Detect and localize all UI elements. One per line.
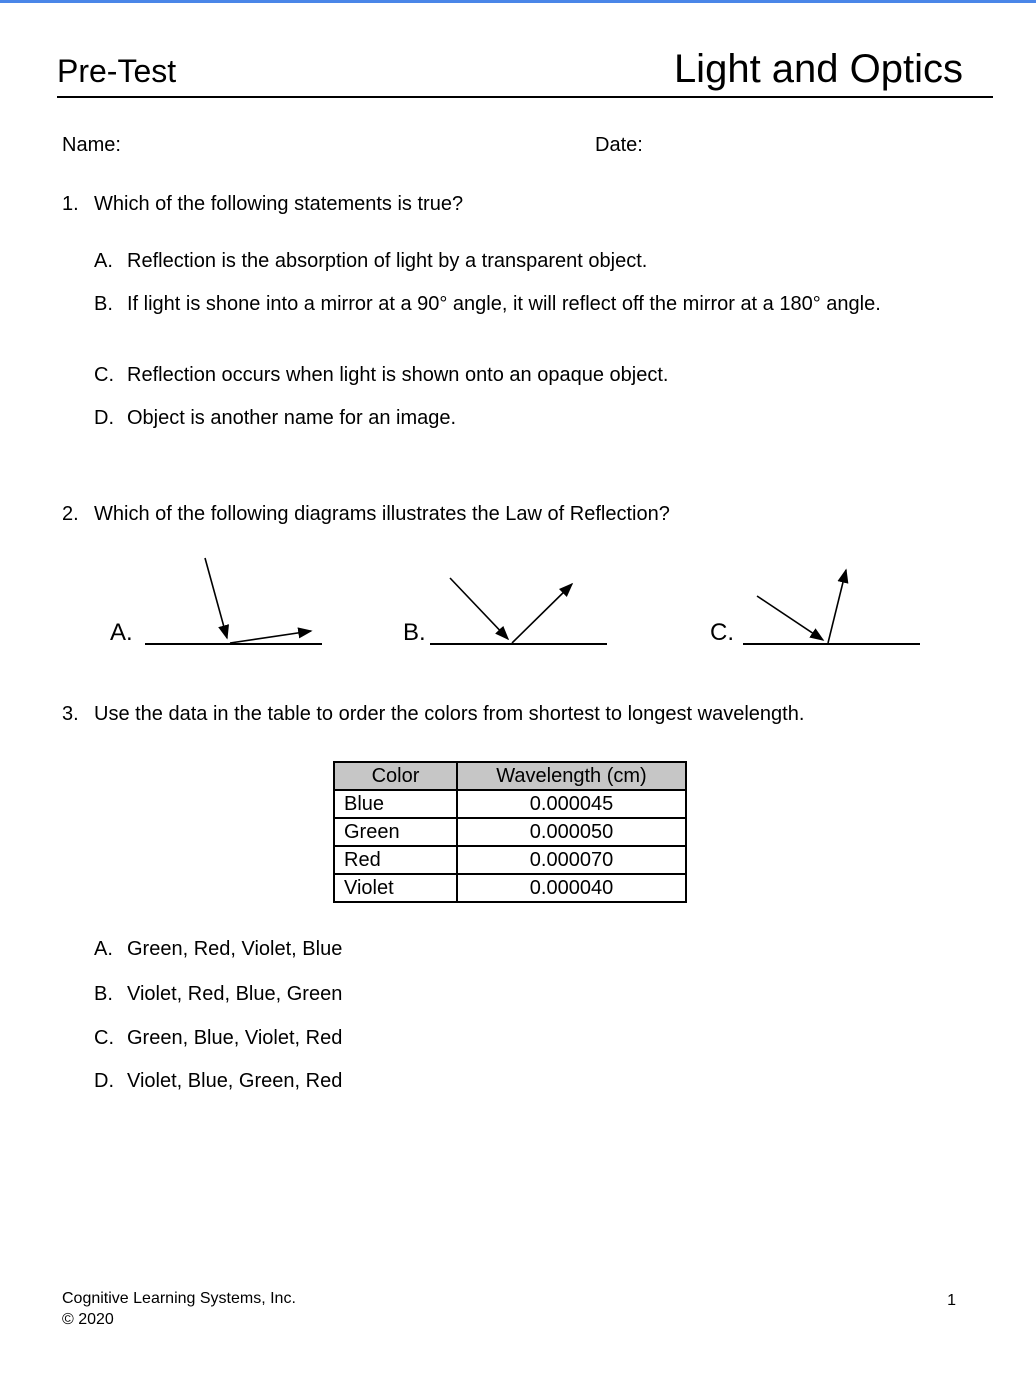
footer-company: Cognitive Learning Systems, Inc. [62, 1290, 296, 1307]
question-1-number: 1. [62, 193, 79, 215]
option-letter: B. [94, 293, 113, 315]
date-field-label: Date: [595, 134, 643, 156]
window-top-edge [0, 0, 1036, 3]
option-letter: A. [94, 250, 113, 272]
color-cell: Blue [334, 790, 457, 818]
reflection-diagram-c [743, 548, 928, 652]
question-1-option-b [94, 290, 957, 319]
wavelength-cell: 0.000045 [457, 790, 686, 818]
reflection-diagram-b [430, 550, 615, 652]
incident-ray [205, 558, 227, 638]
header-divider [57, 96, 993, 98]
option-letter: D. [94, 407, 114, 429]
option-text: If light is shone into a mirror at a 90° angle, it will reflect off the mirror at a 180° angle. [127, 293, 881, 315]
question-2-number: 2. [62, 503, 79, 525]
question-3-number: 3. [62, 703, 79, 725]
question-2 [62, 500, 670, 529]
column-header-color: Color [334, 762, 457, 790]
page-number: 1 [947, 1292, 956, 1309]
color-cell: Red [334, 846, 457, 874]
incident-ray [757, 596, 823, 640]
diagram-b-label: B. [403, 619, 426, 646]
question-3-option-a [94, 935, 342, 964]
diagram-a-label: A. [110, 619, 133, 646]
question-3-option-c [94, 1024, 342, 1053]
question-1-option-c [94, 361, 668, 390]
table-row [334, 790, 686, 818]
option-text: Violet, Red, Blue, Green [127, 983, 343, 1005]
wavelength-table [333, 761, 687, 903]
question-3 [62, 700, 804, 729]
footer-copyright: © 2020 [62, 1311, 114, 1328]
option-letter: A. [94, 938, 113, 960]
question-1-option-d [94, 404, 456, 433]
question-3-option-d [94, 1067, 342, 1096]
option-text: Reflection occurs when light is shown onto an opaque object. [127, 364, 669, 386]
option-text: Green, Blue, Violet, Red [127, 1027, 343, 1049]
option-text: Green, Red, Violet, Blue [127, 938, 343, 960]
table-row [334, 818, 686, 846]
option-text: Violet, Blue, Green, Red [127, 1070, 343, 1092]
question-3-text: Use the data in the table to order the colors from shortest to longest wavelength. [94, 703, 805, 725]
reflected-ray [230, 631, 311, 643]
wavelength-cell: 0.000070 [457, 846, 686, 874]
reflection-diagrams [57, 545, 993, 663]
table-header-row [334, 762, 686, 790]
incident-ray [450, 578, 508, 639]
reflection-diagram-a [145, 550, 330, 652]
question-1 [62, 190, 463, 219]
question-2-text: Which of the following diagrams illustrates the Law of Reflection? [94, 503, 670, 525]
option-letter: B. [94, 983, 113, 1005]
reflected-ray [828, 570, 846, 643]
option-text: Reflection is the absorption of light by a transparent object. [127, 250, 648, 272]
reflected-ray [512, 584, 572, 643]
option-letter: C. [94, 1027, 114, 1049]
table-row [334, 874, 686, 902]
page-title: Light and Optics [673, 47, 963, 91]
footer [62, 1288, 296, 1330]
option-text: Object is another name for an image. [127, 407, 457, 429]
name-field-label: Name: [62, 134, 121, 156]
doc-type-heading: Pre-Test [57, 53, 177, 89]
question-1-text: Which of the following statements is true? [94, 193, 464, 215]
option-letter: D. [94, 1070, 114, 1092]
color-cell: Violet [334, 874, 457, 902]
option-letter: C. [94, 364, 114, 386]
table-row [334, 846, 686, 874]
question-3-option-b [94, 980, 342, 1009]
color-cell: Green [334, 818, 457, 846]
question-1-option-a [94, 247, 647, 276]
wavelength-cell: 0.000050 [457, 818, 686, 846]
diagram-c-label: C. [710, 619, 734, 646]
wavelength-cell: 0.000040 [457, 874, 686, 902]
column-header-wavelength: Wavelength (cm) [457, 762, 686, 790]
